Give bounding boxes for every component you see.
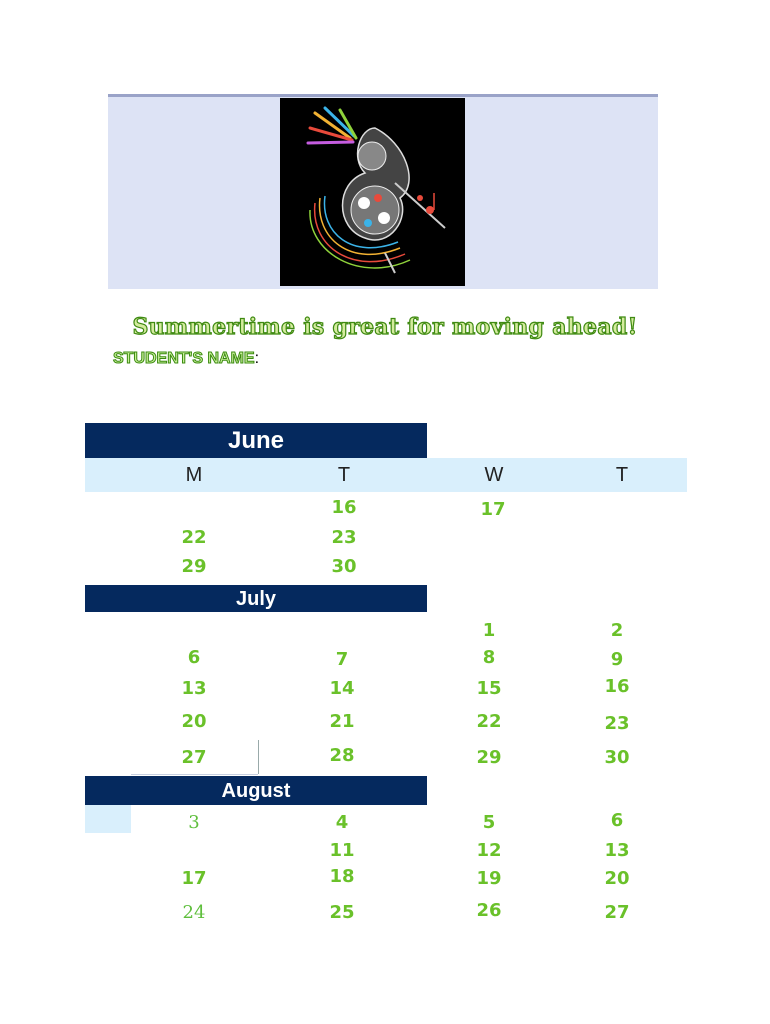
day-cell: 18 — [329, 866, 355, 887]
day-cell: 8 — [482, 647, 496, 668]
student-name-colon: : — [254, 350, 260, 367]
student-name-label: STUDENT'S NAME — [113, 350, 255, 367]
day-cell: 6 — [187, 647, 201, 668]
tagline: Summertime is great for moving ahead! — [132, 314, 638, 340]
day-cell: 12 — [476, 840, 502, 861]
day-cell: 28 — [329, 745, 355, 766]
day-cell: 23 — [331, 527, 357, 548]
weekday-thursday: T — [615, 464, 629, 486]
day-cell: 29 — [181, 556, 207, 577]
day-cell: 21 — [329, 711, 355, 732]
day-cell: 5 — [482, 812, 496, 833]
weekday-monday: M — [185, 464, 203, 486]
day-cell: 24 — [182, 902, 206, 923]
month-header-july: July — [85, 585, 427, 612]
day-cell: 27 — [604, 902, 630, 923]
grid-line — [131, 774, 258, 775]
month-header-august: August — [85, 776, 427, 805]
day-cell: 3 — [188, 812, 200, 833]
day-cell: 22 — [476, 711, 502, 732]
grid-line — [258, 740, 259, 774]
day-cell: 25 — [329, 902, 355, 923]
day-cell: 30 — [331, 556, 357, 577]
day-cell: 15 — [476, 678, 502, 699]
weekday-tuesday: T — [337, 464, 351, 486]
weekday-header-row — [85, 458, 687, 492]
day-cell: 17 — [181, 868, 207, 889]
day-cell: 9 — [610, 649, 624, 670]
day-cell: 20 — [181, 711, 207, 732]
day-cell: 22 — [181, 527, 207, 548]
day-cell: 14 — [329, 678, 355, 699]
day-cell: 7 — [335, 649, 349, 670]
highlighted-cell — [85, 805, 131, 833]
day-cell: 27 — [181, 747, 207, 768]
day-cell: 26 — [476, 900, 502, 921]
month-header-june: June — [85, 423, 427, 458]
day-cell: 16 — [331, 497, 357, 518]
day-cell: 17 — [480, 499, 506, 520]
day-cell: 6 — [610, 810, 624, 831]
weekday-wednesday: W — [484, 464, 504, 486]
day-cell: 4 — [335, 812, 349, 833]
day-cell: 13 — [604, 840, 630, 861]
student-name-line — [113, 350, 259, 368]
day-cell: 19 — [476, 868, 502, 889]
day-cell: 16 — [604, 676, 630, 697]
day-cell: 11 — [329, 840, 355, 861]
day-cell: 30 — [604, 747, 630, 768]
day-cell: 2 — [610, 620, 624, 641]
day-cell: 29 — [476, 747, 502, 768]
day-cell: 20 — [604, 868, 630, 889]
violin-music-art — [280, 98, 465, 286]
day-cell: 23 — [604, 713, 630, 734]
day-cell: 1 — [482, 620, 496, 641]
day-cell: 13 — [181, 678, 207, 699]
